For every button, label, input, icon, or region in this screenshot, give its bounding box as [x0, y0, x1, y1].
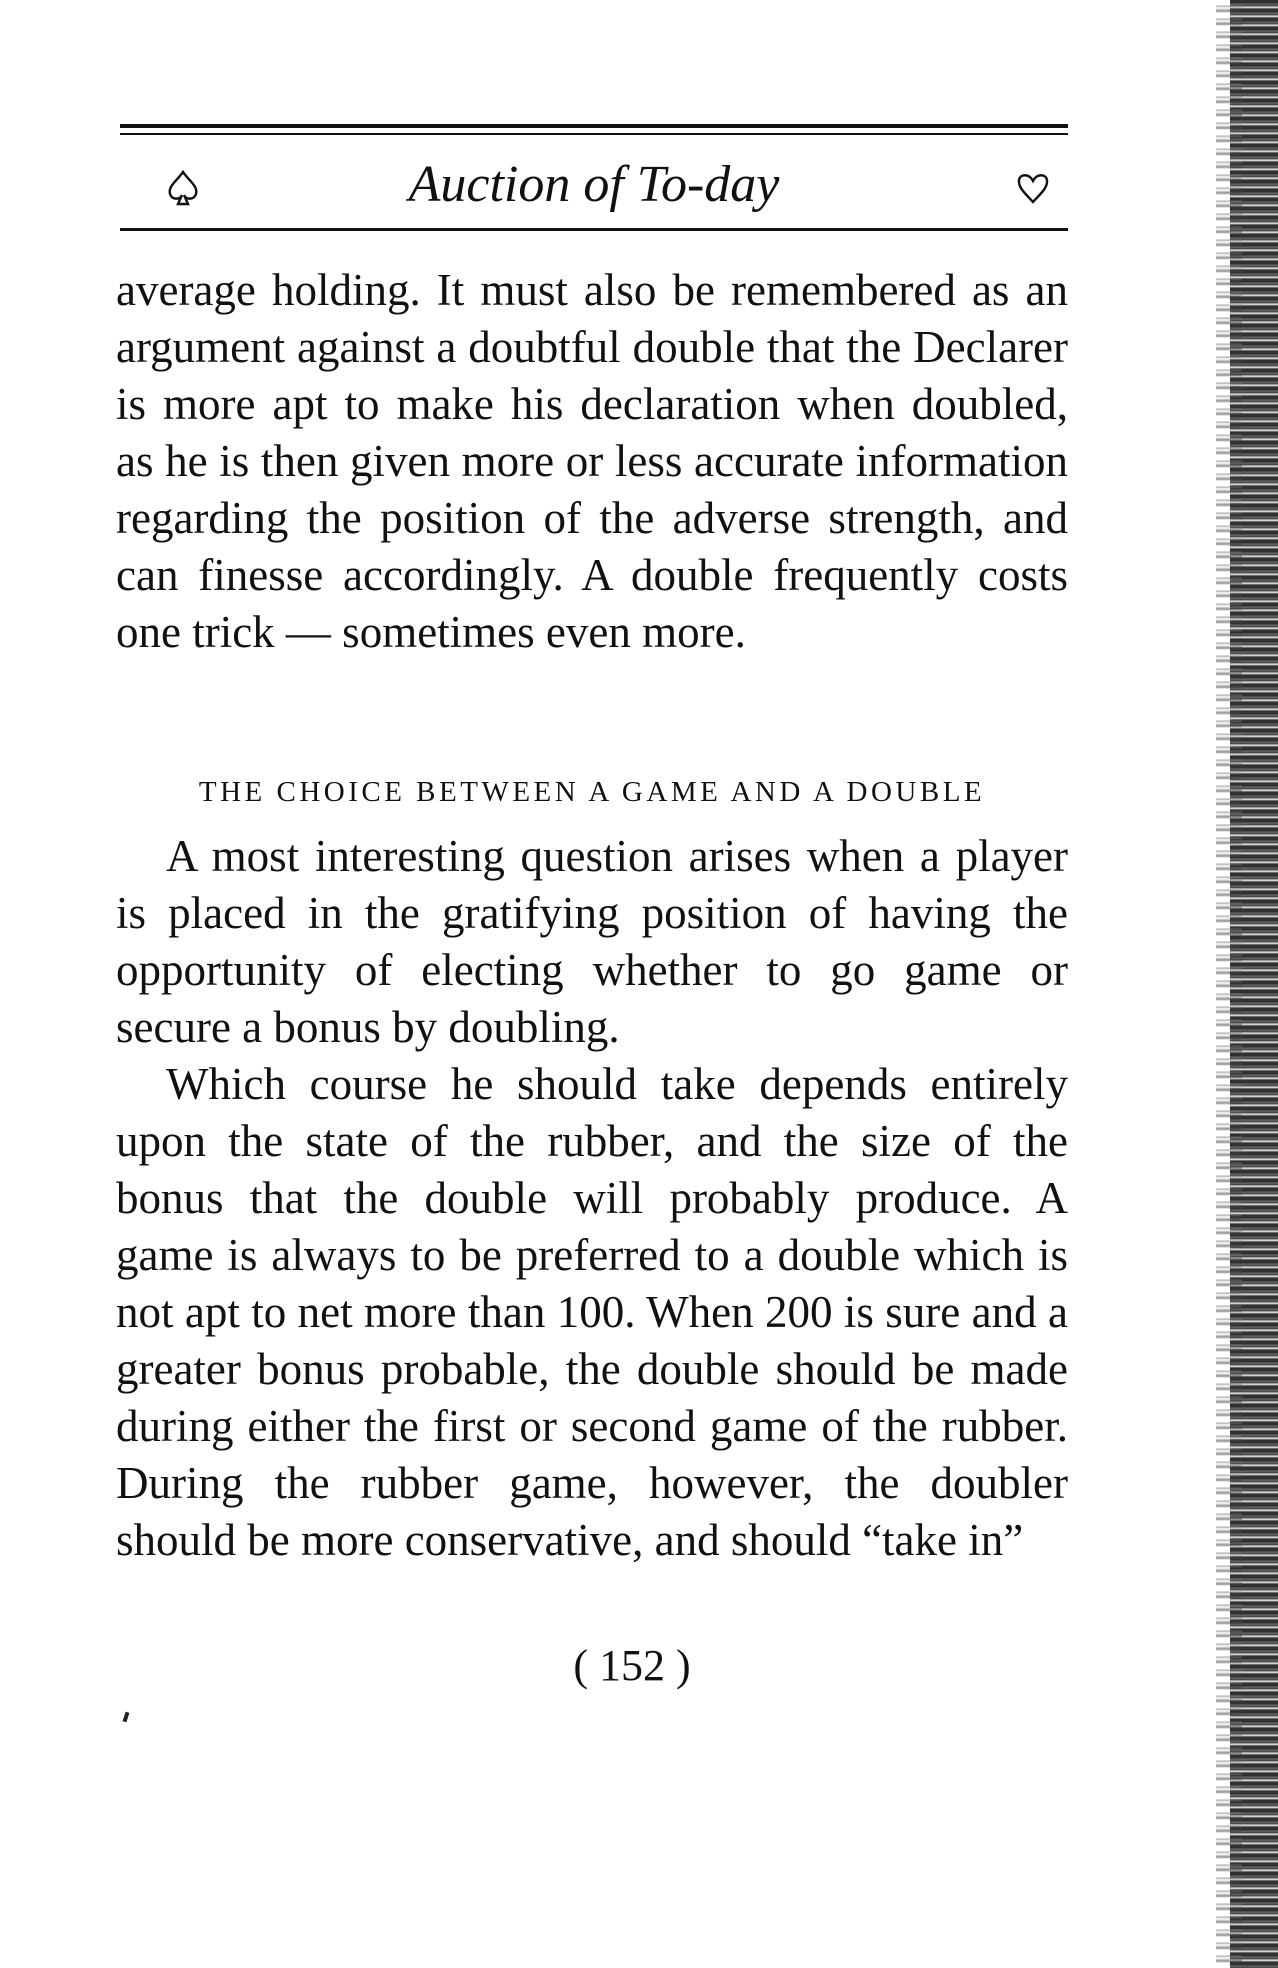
running-head	[120, 152, 1068, 218]
page-number	[0, 1638, 1278, 1694]
print-speck	[123, 1712, 130, 1723]
header-rule-top-thin	[120, 133, 1068, 135]
paragraph: A most interesting question arises when a player is placed in the gratifying position of having the opportunity of electing whether to go game or secure a bonus by doubling.	[116, 831, 1068, 1052]
section-body	[116, 828, 1068, 1569]
running-title: Auction of To-day	[408, 156, 780, 213]
paragraph: Which course he should take depends entirely upon the state of the rubber, and the size of the bonus that the double will probably produce. A game is always to be preferred to a double which is not apt to net more than 100. When 200 is sure and a greater bonus probable, the double should be made during either the first or second game of the rubber. During the rubber game, however, the doubler should be more conservative, and should “take in”	[116, 1059, 1068, 1565]
header-rule-bottom	[120, 228, 1068, 231]
continued-paragraph: average holding. It must also be remembered as an argument against a doubtful double that the Declarer is more apt to make his declaration when doubled, as he is then given more or less accurate information regarding the position of the adverse strength, and can finesse accordingly. A double frequently costs one trick — sometimes even more.	[116, 265, 1068, 657]
section-heading: THE CHOICE BETWEEN A GAME AND A DOUBLE	[198, 776, 986, 808]
continued-paragraph-block	[116, 262, 1068, 661]
heart-icon	[1016, 170, 1050, 206]
header-rule-top-thick	[120, 124, 1068, 128]
page-number-text: ( 152 )	[573, 1641, 691, 1690]
